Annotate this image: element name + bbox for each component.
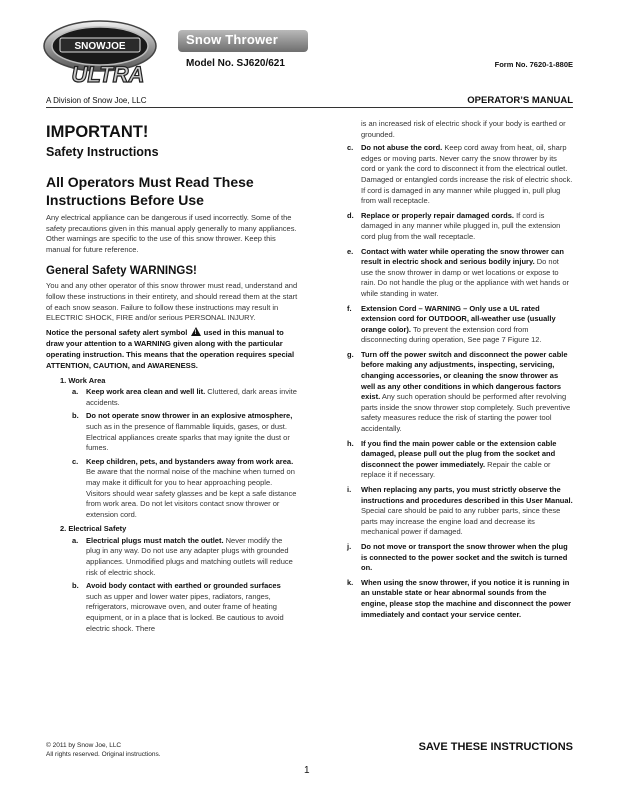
item-label: a. [72, 535, 79, 545]
item-text: such as in the presence of flammable liquids, gases, or dust. Electrical appliances create sparks that may ignite the dust or fumes. [86, 421, 290, 453]
item-bold-text: Do not operate snow thrower in an explosive atmosphere, [86, 411, 293, 421]
item-bold-text: Electrical plugs must match the outlet. [86, 535, 224, 545]
item-label: a. [72, 387, 79, 397]
page-number: 1 [304, 765, 310, 776]
list-item [46, 536, 298, 578]
important-heading: IMPORTANT! [46, 123, 149, 141]
item-bold-text: Replace or properly repair damaged cords. [361, 210, 514, 220]
general-paragraph: You and any other operator of this snow thrower must read, understand and follow these instructions in their entirety, and should reread them at the start of each snow season. Failure to follow these instructions may result in ELECTRIC SHOCK, FIRE and/or serious PERSONAL INJURY. [46, 281, 298, 323]
work-area-list [46, 387, 298, 520]
copyright-line-2: All rights reserved. Original instructions. [46, 751, 161, 758]
item-text: Never modify the plug in any way. Do not use any adapter plugs with grounded appliances. Unmodified plugs and matching outlets will reduce risk of electric shock. [86, 535, 293, 577]
list-item [339, 439, 573, 481]
list-item [339, 247, 573, 300]
list-item [339, 485, 573, 538]
item-label: k. [347, 577, 354, 587]
notice-text-a: Notice the personal safety alert symbol [46, 327, 188, 337]
item-bold-text: When replacing any parts, you must strictly observe the instructions and procedures described in this User Manual. [361, 485, 573, 505]
copyright [46, 741, 161, 759]
list-item [46, 387, 298, 408]
item-bold-text: Do not abuse the cord. [361, 143, 443, 153]
safety-instructions-heading: Safety Instructions [46, 145, 159, 159]
intro-paragraph: Any electrical appliance can be dangerous if used incorrectly. Some of the safety precautions given in this manual apply generally to many appliances. Other warnings are specific to the use of this snow thrower. Keep this manual for future reference. [46, 213, 297, 254]
svg-text:SNOWJOE: SNOWJOE [74, 41, 126, 52]
item-text: Special care should be paid to any rubber parts, since these parts may increase the engine load and decrease its mechanical power if damaged. [361, 506, 561, 537]
item-text: If cord is damaged in any manner while plugged in, pull the extension cord plug from the wall receptacle. [361, 210, 561, 241]
manual-title: OPERATOR’S MANUAL [467, 95, 573, 106]
item-label: d. [347, 210, 354, 220]
list-item [339, 143, 573, 207]
item-text: Cluttered, dark areas invite accidents. [86, 387, 297, 407]
item-text: Do not use the snow thrower in damp or wet locations or expose to rain. Do not handle the plug or the appliance with wet hands or while standing in water. [361, 257, 570, 298]
item-bold-text: Keep children, pets, and bystanders away from work area. [86, 456, 294, 466]
list-item [339, 578, 573, 620]
item-text: Keep cord away from heat, oil, sharp edges or moving parts. Never carry the snow thrower by its cord or yank the cord to disconnect it from the electrical outlet. Damaged or entangled cords increase the risk of electric shock. If cord is damaged in any manner while plugged in, pull plug from wall receptacle. [361, 143, 573, 206]
list-item [46, 411, 298, 453]
copyright-line-1: © 2011 by Snow Joe, LLC [46, 742, 122, 749]
form-number: Form No. 7620-1-880E [494, 60, 573, 69]
list-item [339, 350, 573, 435]
item-bold-text: Do not move or transport the snow thrower when the plug is connected to the power socket and the switch is turned on. [361, 541, 568, 573]
item-label: f. [347, 303, 352, 313]
item-label: j. [347, 541, 352, 551]
division-text: A Division of Snow Joe, LLC [46, 96, 147, 105]
left-column [46, 116, 298, 637]
list-item [46, 581, 298, 634]
safety-alert-icon: ! [191, 327, 201, 336]
item-label: b. [72, 411, 79, 421]
item-label: g. [347, 349, 354, 359]
item-bold-text: Keep work area clean and well lit. [86, 387, 206, 397]
item-bold-text: If you find the main power cable or the extension cable damaged, please pull out the plug from the socket and disconnect the power immediately. [361, 438, 557, 469]
item-label: c. [72, 456, 79, 466]
continued-text: is an increased risk of electric shock if your body is earthed or grounded. [361, 119, 566, 139]
electrical-safety-list-continued [339, 143, 573, 620]
item-label: e. [347, 246, 354, 256]
product-title: Snow Thrower [186, 32, 278, 47]
work-area-title: 1. Work Area [60, 375, 106, 385]
snowjoe-ultra-logo [38, 8, 176, 92]
item-label: i. [347, 485, 352, 494]
general-warnings-heading: General Safety WARNINGS! [46, 265, 197, 278]
header-rule [46, 107, 573, 108]
electrical-safety-list [46, 536, 298, 634]
model-number: Model No. SJ620/621 [186, 58, 285, 69]
notice-text-b: used in this manual to draw your attention to a WARNING given along with the particular operating instruction. This means that the operation requires special ATTENTION, CAUTION, and AWARENESS. [46, 327, 295, 371]
item-text: Repair the cable or replace it if necessary. [361, 459, 551, 480]
item-bold-text: Turn off the power switch and disconnect the power cable before making any adjustments, inspecting, servicing, changing accessories, or cleaning the snow thrower as well as any other conditions in which dangerous factors exist. [361, 349, 568, 402]
item-text: Be aware that the normal noise of the machine when turned on may make it difficult for you to hear approaching people. Visitors should wear safety glasses and be kept a safe distance from work area. Do not let visitors contact snow thrower or extension cord. [86, 467, 297, 519]
right-column [339, 119, 573, 624]
electrical-safety-title: 2. Electrical Safety [60, 524, 127, 534]
list-item [46, 457, 298, 521]
item-text: such as upper and lower water pipes, radiators, ranges, refrigerators, microwave oven, and outer frame of heating equipment, or in a place that is locked. Be cautious to avoid electric shock. There [86, 591, 284, 633]
item-text: To prevent the extension cord from disconnecting during operation, See page 7 Figure 12. [361, 324, 542, 345]
item-bold-text: When using the snow thrower, if you notice it is running in an unstable state or hear abnormal sounds from the engine, please stop the machine and disconnect the power immediately and contact your service center. [361, 577, 572, 619]
item-text: Any such operation should be performed after revolving parts inside the snow thrower stop completely. Such preventive safety measures reduce the risk of starting the power tool accidentally. [361, 392, 571, 434]
list-item [339, 211, 573, 243]
item-label: b. [72, 581, 79, 591]
notice-paragraph [46, 327, 298, 372]
save-instructions: SAVE THESE INSTRUCTIONS [418, 741, 573, 753]
item-bold-text: Extension Cord – WARNING – Only use a UL rated extension cord for OUTDOOR, all-weather use (usually orange color). [361, 303, 556, 334]
list-item [339, 304, 573, 346]
svg-text:ULTRA: ULTRA [71, 62, 145, 87]
all-operators-heading: All Operators Must Read These Instructions Before Use [46, 174, 254, 208]
item-label: h. [347, 438, 354, 448]
list-item [339, 542, 573, 574]
item-bold-text: Contact with water while operating the snow thrower can result in electric shock and serious bodily injury. [361, 246, 564, 267]
item-label: c. [347, 143, 354, 153]
item-bold-text: Avoid body contact with earthed or grounded surfaces [86, 581, 281, 591]
